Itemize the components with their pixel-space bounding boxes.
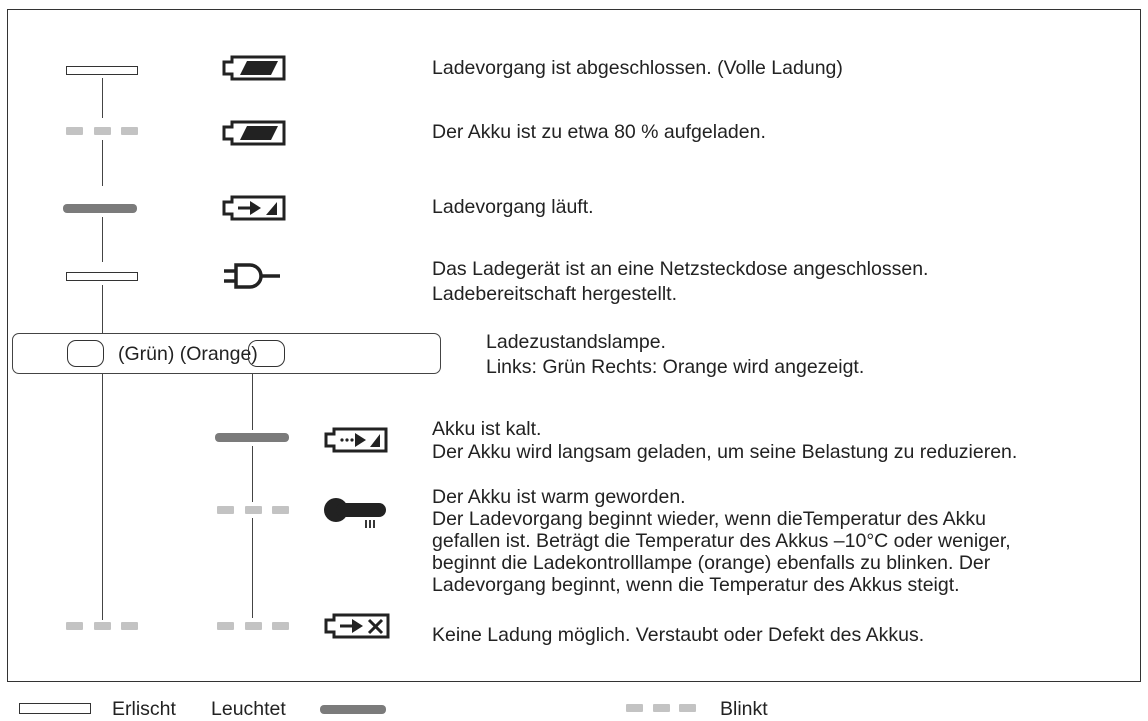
- status-text-cold: Der Akku wird langsam geladen, um seine Belastung zu reduzieren.: [432, 441, 1018, 463]
- green-indicator-blink: [66, 127, 138, 136]
- plug-icon: [222, 262, 284, 290]
- orange-indicator-blink: [217, 506, 289, 515]
- connector-line: [102, 374, 103, 620]
- status-text-warm: Der Akku ist warm geworden.: [432, 486, 686, 508]
- battery-charging-icon: [220, 195, 290, 221]
- legend-off-swatch: [19, 703, 91, 714]
- legend-off-label: Erlischt: [112, 698, 176, 720]
- legend-on-swatch: [320, 705, 386, 714]
- lamp-description: Links: Grün Rechts: Orange wird angezeigt.: [486, 356, 865, 378]
- lamp-color-label: (Grün) (Orange): [118, 343, 258, 365]
- connector-line: [102, 285, 103, 333]
- status-text-warm: beginnt die Ladekontrolllampe (orange) ebenfalls zu blinken. Der: [432, 552, 991, 574]
- legend-blink-swatch: [626, 704, 696, 713]
- status-text-fully-charged: Ladevorgang ist abgeschlossen. (Volle Ladung): [432, 57, 843, 79]
- status-text-80-percent: Der Akku ist zu etwa 80 % aufgeladen.: [432, 121, 766, 143]
- connector-line: [102, 140, 103, 186]
- status-text-standby: Das Ladegerät ist an eine Netzsteckdose angeschlossen.: [432, 258, 929, 280]
- battery-full-icon: [220, 55, 290, 81]
- status-text-warm: Der Ladevorgang beginnt wieder, wenn dieTemperatur des Akku: [432, 508, 986, 530]
- orange-lamp: [248, 340, 285, 367]
- battery-error-icon: [322, 613, 394, 639]
- battery-full-icon: [220, 120, 290, 146]
- green-indicator-off: [66, 272, 138, 281]
- orange-indicator-blink: [217, 622, 289, 631]
- status-text-warm: Ladevorgang beginnt, wenn die Temperatur des Akkus steigt.: [432, 574, 960, 596]
- status-text-cold: Akku ist kalt.: [432, 418, 542, 440]
- status-text-charging: Ladevorgang läuft.: [432, 196, 594, 218]
- legend-blink-label: Blinkt: [720, 698, 768, 720]
- green-lamp: [67, 340, 104, 367]
- connector-line: [252, 518, 253, 618]
- status-text-standby: Ladebereitschaft hergestellt.: [432, 283, 677, 305]
- connector-line: [252, 446, 253, 502]
- lamp-description: Ladezustandslampe.: [486, 331, 666, 353]
- green-indicator-on: [63, 204, 137, 213]
- connector-line: [102, 217, 103, 262]
- connector-line: [252, 374, 253, 430]
- thermometer-icon: [322, 497, 394, 531]
- battery-slow-charge-icon: [322, 427, 392, 453]
- legend-on-label: Leuchtet: [211, 698, 286, 720]
- green-indicator-off: [66, 66, 138, 75]
- orange-indicator-on: [215, 433, 289, 442]
- connector-line: [102, 78, 103, 118]
- green-indicator-blink: [66, 622, 138, 631]
- status-text-error: Keine Ladung möglich. Verstaubt oder Defekt des Akkus.: [432, 624, 925, 646]
- status-text-warm: gefallen ist. Beträgt die Temperatur des Akkus –10°C oder weniger,: [432, 530, 1011, 552]
